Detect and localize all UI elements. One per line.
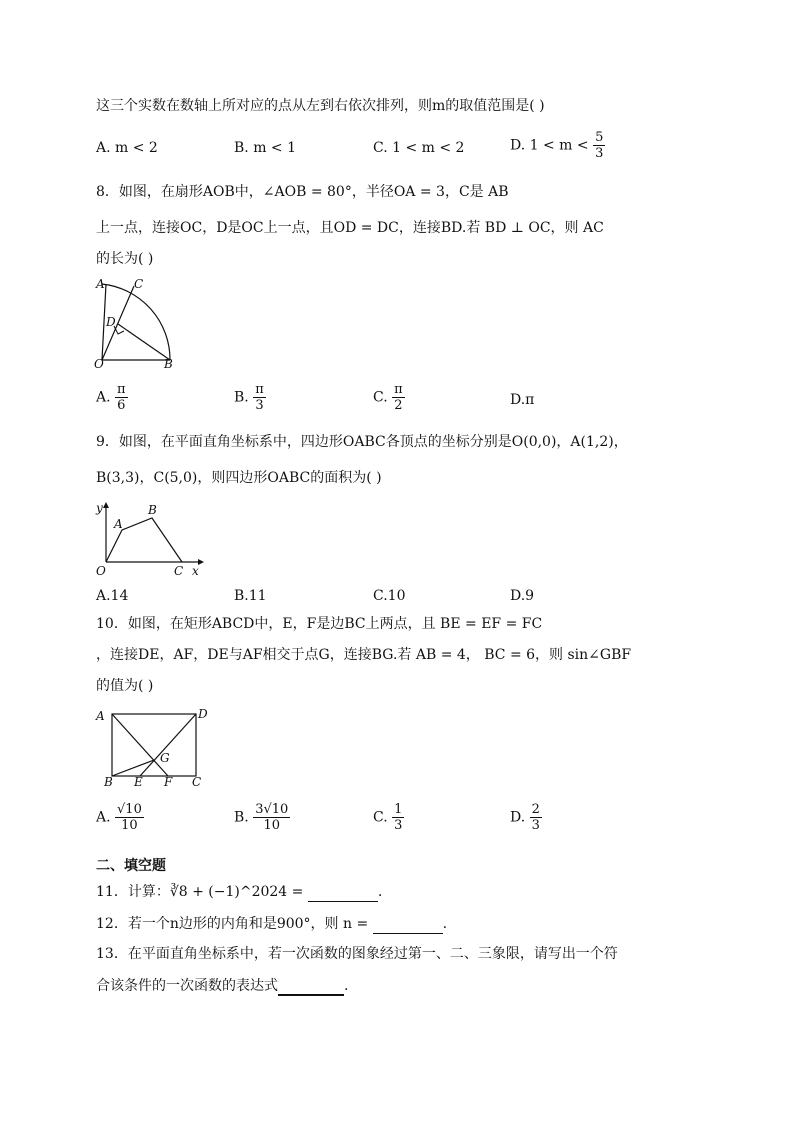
q8-option-c-prefix: C. [373,389,388,406]
q8-option-c-denominator: 2 [394,398,403,413]
q11-end: . [377,884,383,900]
q8-line-1: 8．如图，在扇形AOB中，∠AOB = 80°，半径OA = 3，C是 AB [96,184,509,200]
q10-option-d-denominator: 3 [531,818,540,833]
q9-option-c: C.10 [373,588,406,604]
q12 [96,914,447,934]
label-b: B [148,503,157,517]
q10-option-d-fraction [530,802,542,833]
q9-option-d: D.9 [510,588,535,604]
q10-option-a [96,802,144,833]
x-axis-arrow [198,559,204,565]
q10-option-b-prefix: B. [234,809,249,826]
q10-option-d-numerator: 2 [531,802,540,817]
q8-line-3: 的长为( ) [96,251,154,267]
q13-line-1: 13．在平面直角坐标系中，若一次函数的图象经过第一、二、三象限，请写出一个符 [96,946,618,962]
q8-option-a-denominator: 6 [117,398,126,413]
q8-option-b-fraction [253,382,266,413]
q8-option-a-fraction [115,382,128,413]
label-g: G [160,751,170,765]
q10-option-c [373,802,404,833]
q12-text: 12．若一个n边形的内角和是900°，则 n = [96,916,369,932]
label-a: A [114,517,123,531]
label-e: E [134,775,143,789]
label-y: y [96,501,103,515]
q7-option-d-numerator: 5 [595,130,604,145]
q10-option-d [510,802,542,833]
q13-line-2-text: 合该条件的一次函数的表达式 [96,978,278,994]
label-a: A [96,277,105,291]
q10-option-d-prefix: D. [510,809,526,826]
q8-option-b [234,382,266,413]
y-axis-arrow [103,502,109,508]
segment-de [140,714,196,776]
q8-option-b-prefix: B. [234,389,249,406]
q8-option-a [96,382,128,413]
q7-option-d [510,130,605,161]
label-o: O [94,357,104,371]
q13-answer-blank[interactable] [278,980,344,996]
q8-option-b-numerator: π [255,382,264,397]
label-d: D [198,707,208,721]
q9-option-b: B.11 [234,588,267,604]
q8-option-d: D.π [510,392,535,408]
label-o: O [96,564,106,578]
q8-option-c [373,382,405,413]
q8-option-a-numerator: π [117,382,126,397]
q11 [96,882,382,902]
q10-option-b-fraction [253,802,290,833]
q10-option-a-prefix: A. [96,809,111,826]
q10-option-c-prefix: C. [373,809,388,826]
q8-option-b-denominator: 3 [255,398,264,413]
q10-option-a-denominator: 10 [121,818,138,833]
rectangle-abcd [112,714,196,776]
q10-rectangle-figure [94,704,214,790]
q7-option-a: A. m < 2 [96,140,158,156]
q10-line-2: ，连接DE，AF，DE与AF相交于点G，连接BG.若 AB = 4， BC = 6，则 sin∠GBF [96,647,632,663]
q10-option-a-fraction [115,802,144,833]
label-b: B [104,775,113,789]
q9-option-a: A.14 [96,588,129,604]
q10-option-a-numerator: √10 [117,802,142,817]
label-b: B [164,357,173,371]
label-c: C [134,277,144,291]
q9-line-1: 9．如图，在平面直角坐标系中，四边形OABC各顶点的坐标分别是O(0,0)，A(1,2)， [96,434,628,450]
q8-line-2: 上一点，连接OC，D是OC上一点，且OD = DC，连接BD.若 BD ⊥ OC，则 AC [96,220,604,236]
q12-answer-blank[interactable] [373,919,443,934]
label-x: x [192,564,199,578]
q10-line-3: 的值为( ) [96,678,154,694]
q8-option-c-fraction [392,382,405,413]
q7-option-c: C. 1 < m < 2 [373,140,465,156]
segment-af [112,714,168,776]
q9-line-2: B(3,3)，C(5,0)，则四边形OABC的面积为( ) [96,470,382,486]
q8-option-c-numerator: π [394,382,403,397]
q10-option-c-denominator: 3 [394,818,403,833]
q11-text: 11．计算：∛8 + (−1)^2024 = [96,884,304,900]
q10-option-c-fraction [392,802,404,833]
q10-option-b-numerator: 3√10 [255,802,289,817]
q13-end: . [344,978,349,994]
q12-end: . [442,916,448,932]
q11-answer-blank[interactable] [308,887,378,902]
section-title: 二、填空题 [96,858,166,874]
q9-coordinate-figure [94,500,206,580]
q7-option-d-prefix: D. 1 < m < [510,137,589,154]
segment-bd [118,324,170,360]
q10-option-c-numerator: 1 [394,802,403,817]
label-a: A [96,709,105,723]
q7-option-b: B. m < 1 [234,140,297,156]
label-d: D [106,315,116,329]
label-c: C [192,775,202,789]
label-c: C [174,564,184,578]
q10-option-b-denominator: 10 [263,818,281,833]
q7-stem: 这三个实数在数轴上所对应的点从左到右依次排列，则m的取值范围是( ) [96,98,545,114]
q7-option-d-fraction [593,130,605,161]
q7-option-d-denominator: 3 [595,146,604,161]
label-f: F [164,775,173,789]
q13-line-2 [96,976,348,996]
q10-line-1: 10．如图，在矩形ABCD中，E，F是边BC上两点，且 BE = EF = FC [96,616,543,632]
q8-option-a-prefix: A. [96,389,111,406]
q8-sector-figure [92,276,192,372]
q10-option-b [234,802,290,833]
